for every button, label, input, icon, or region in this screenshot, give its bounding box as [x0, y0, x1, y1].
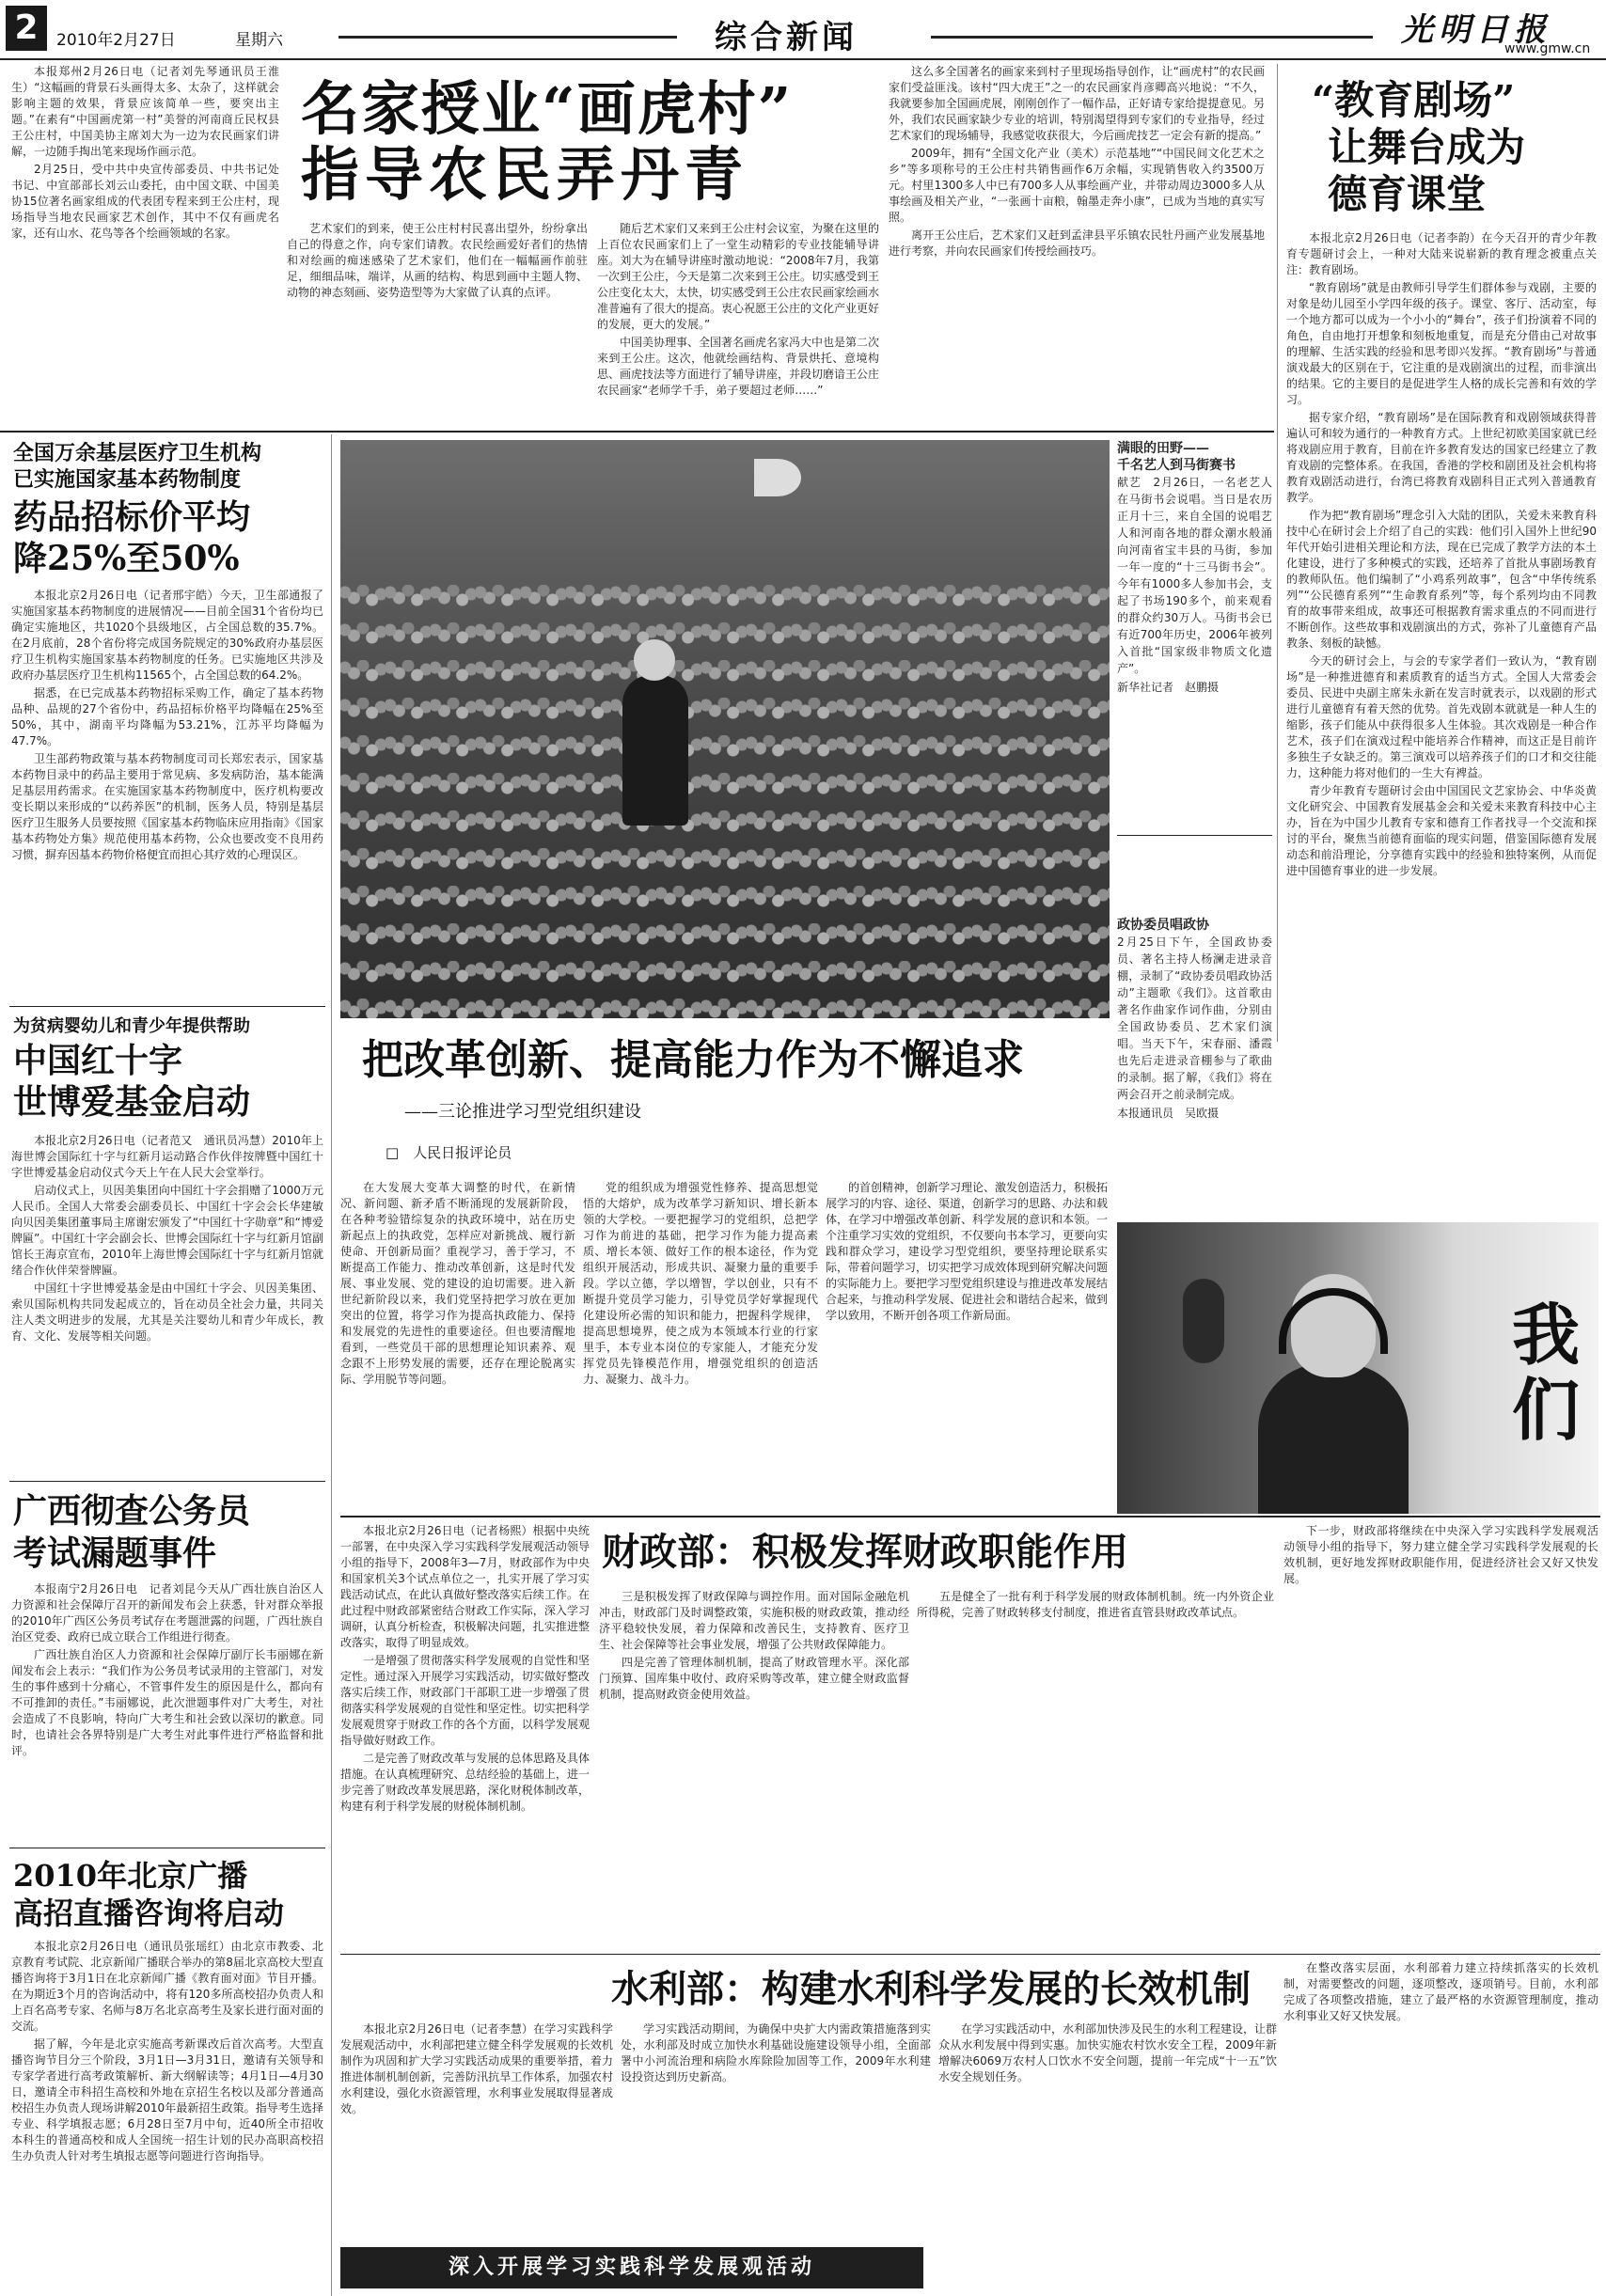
redcross-headline-1: 中国红十字: [13, 1041, 183, 1080]
masthead: [0, 0, 1606, 56]
column-divider: [1277, 64, 1278, 1042]
lead-paragraph: 2月25日，受中共中央宣传部委员、中共书记处书记、中宣部部长刘云山委托，由中国文联、中国美协15位著名画家组成的代表团专程来到王公庄村，现场指导当地农民画家艺术创作，其中不仅有画虎名家，还有山水、花鸟等各个绘画领域的名家。: [11, 163, 279, 240]
lead-col-1b: [287, 221, 588, 423]
edu-paragraph: 作为把“教育剧场”理念引入大陆的团队，关爱未来教育科技中心在研讨会上介绍了自己的实践：他们引入国外上世纪90年代开始引进相关理论和方法，现在已完成了教学方法的本土化建设，进行了多种模式的实践，还培养了首批从事剧场教育的教师队伍。他们编制了“小鸡系列故事”，包含“中华传统系列”“公民德育系列”“生命教育系列”等，每个系列均由不同教育的故事带来组成，故事还可根据教育需求重点的不同而进行不断创作。这些故事和戏剧演出的方式，弥补了儿童德育产品教条、刻板的缺憾。: [1286, 509, 1597, 650]
section-divider: [9, 1481, 325, 1482]
section-title: 综合新闻: [715, 19, 858, 56]
drug-paragraph: 本报北京2月26日电（记者邢宇皓）今天，卫生部通报了实施国家基本药物制度的进展情况——目前全国31个省份均已确定实施地区，共1020个县级地区，占全国总数的35.7%。在2月底前，28个省份将完成国务院规定的30%政府办基层医疗卫生机构实施国家基本药物制度的任务。已实施地区共涉及政府办基层医疗卫生机构11565个，占全国总数的64.2%。: [11, 589, 323, 682]
drug-body: [11, 588, 323, 992]
edu-paragraph: 今天的研讨会上，与会的专家学者们一致认为，“教育剧场”是一种推进德育和素质教育的适当方式。全国人大常委会委员、民进中央副主席朱永新在发言时就表示，以戏剧的形式进行儿童德育有着天然的优势。首先戏剧本就就是一种人生的缩影，孩子们能从中获得很多人生体验。其次戏剧是一种合作艺术，孩子们在演戏过程中能培养合作精神，而这正是目前许多独生子女缺乏的。第三演戏可以培养孩子们的口才和交往能力，这种能力将对他们的一生大有裨益。: [1286, 654, 1597, 779]
lead-paragraph: 本报郑州2月26日电（记者刘先琴通讯员王淮生）“这幅画的背景石头画得太多、太杂了，这样就会影响主题的效果，背景应该简单一些，要突出主题。”在素有“中国画虎第一村”美誉的河南商丘民权县王公庄村，中国美协主席刘大为一边为农民画家们讲解，一边随手掏出笔来现场作画示范。: [11, 65, 279, 158]
mof-col-2: [599, 1589, 909, 1946]
guangxi-headline-1: 广西彻查公务员: [13, 1491, 251, 1531]
mof-paragraph: 二是完善了财政改革与发展的总体思路及具体措施。在认真梳理研究、总结经验的基础上，进一步完善了财政改革发展思路，深化财税体制改革，构建有利于科学发展的财税体制机制。: [340, 1752, 590, 1813]
section-divider: [9, 1006, 325, 1007]
lead-headline-line1: 名家授业“画虎村”: [301, 74, 794, 143]
photo1-caption-subtitle: 千名艺人到马街赛书: [1117, 458, 1236, 473]
paper-url: www.gmw.cn: [1504, 41, 1591, 56]
commentary-paragraph: 的首创精神，创新学习理论、激发创造活力，积极拓展学习的内容、途径、渠道，创新学习的思路、办法和载体，在学习中增强改革创新、科学发展的意识和本领。一个注重学习实效的党组织，不仅要向书本学习，更要向实践和群众学习，建设学习型党组织，要坚持理论联系实际，带着问题学习，切实把学习成效体现到研究解决问题的实际能力上。要把学习型党组织建设与推进改革发展结合起来，与推动科学发展、促进社会和谐结合起来，做到学以致用，不断开创各项工作新局面。: [826, 1181, 1108, 1322]
redcross-kicker: 为贫病婴幼儿和青少年提供帮助: [13, 1016, 250, 1036]
edu-headline-line2: 让舞台成为: [1328, 124, 1526, 170]
lead-headline-line2: 指导农民弄丹青: [301, 140, 749, 209]
mof-col-1: [340, 1523, 590, 1946]
commentary-headline: 把改革创新、提高能力作为不懈追求: [362, 1036, 1024, 1084]
photo2-credit: 本报通讯员 吴欧摄: [1117, 1107, 1220, 1120]
singer-figure: [1258, 1363, 1409, 1514]
redcross-headline-2: 世博爱基金启动: [13, 1082, 251, 1122]
beijing-paragraph: 据了解，今年是北京实施高考新课改后首次高考。大型直播咨询节目分三个阶段，3月1日—3月31日，邀请有关领导和专家学者进行高考政策解析、新大纲解读等；4月1日—4月30日，邀请全市科招生高校和外地在京招生名校以及部分普通高校招生办负责人现场讲解2010年最新招生政策。指导考生选择专业、科学填报志愿；6月28日至7月中旬，近40所全市招收本科生的普通高校和成人全国统一招生计划的民办高职高校招生办负责人针对考生填报志愿等问题进行咨询指导。: [11, 2037, 323, 2162]
section-divider: [0, 431, 1274, 432]
beijing-headline-2: 高招直播咨询将启动: [13, 1895, 285, 1931]
page-number: 2: [6, 6, 47, 51]
edu-paragraph: 据专家介绍，“教育剧场”是在国际教育和戏剧领域获得普遍认可和较为通行的一种教育方式。上世纪初欧美国家就已经将戏剧应用于教育，目前在许多教育发达的国家已经建立了教育戏剧的完整体系。在我国，香港的学校和剧团及社会机构将教育戏剧活动进行，台湾已将教育戏剧科目正式列入普通教育教学。: [1286, 411, 1597, 504]
guangxi-body: [11, 1581, 323, 1835]
photo1-credit: 新华社记者 赵鹏摄: [1117, 681, 1220, 694]
photo1-caption: [1117, 440, 1272, 826]
lead-paragraph: 随后艺术家们又来到王公庄村会议室，为聚在这里的上百位农民画家们上了一堂生动精彩的专业技能辅导讲座。刘大为在辅导讲座时激动地说：“2008年7月，我第一次到王公庄，今天是第二次来到王公庄。切实感受到王公庄变化太大，太快，切实感受到王公庄农民画家绘画水准普遍有了很大的提高。衷心祝愿王公庄的文化产业更好的发展，更大的发展。”: [597, 222, 879, 331]
edu-body: [1286, 230, 1597, 1222]
drug-headline-2: 降25%至50%: [13, 539, 240, 578]
recording-studio-photo: [1117, 1222, 1598, 1514]
mwr-col-2: [621, 2021, 931, 2238]
mof-paragraph: 四是完善了管理体制机制，提高了财政管理水平。深化部门预算、国库集中收付、政府采购等改革，建立健全财政监督机制，提高财政资金使用效益。: [599, 1656, 909, 1701]
commentary-col-2: [583, 1180, 818, 1504]
beijing-paragraph: 本报北京2月26日电（通讯员张瑶红）由北京市教委、北京教育考试院、北京新闻广播联合举办的第8届北京高校大型直播咨询将于3月1日在北京新闻广播《教育面对面》节目开播。在为期近3个月的咨询活动中，将有120多所高校招办负责人和上百名高考专家、名师与8万名北京高考生及家长进行面对面的交流。: [11, 1940, 323, 2033]
mof-paragraph: 一是增强了贯彻落实科学发展观的自觉性和坚定性。通过深入开展学习实践活动，切实做好整改落实后续工作，财政部门干部职工进一步增强了贯彻落实科学发展观的自觉性和坚定性。切实把科学发展观贯穿于财政工作的各个方面，以科学发展观指导做好财政工作。: [340, 1654, 590, 1747]
photo2-caption-text: 2月25日下午，全国政协委员、著名主持人杨澜走进录音棚，录制了“政协委员唱政协活动”主题歌《我们》。这首歌由著名作曲家作词作曲，分别由全国政协委员、艺术家们演唱。当天下午，宋春丽、潘霞也先后走进录音棚参与了歌曲的录制。据了解，《我们》将在两会召开之前录制完成。: [1117, 936, 1272, 1101]
storytelling-fair-photo: [340, 440, 1110, 1018]
paper-logo: 光明日报: [1401, 11, 1551, 49]
masthead-rule: [0, 58, 1606, 60]
loudspeaker: [754, 459, 801, 496]
edu-paragraph: 青少年教育专题研讨会由中国国民文艺家协会、中华炎黄文化研究会、中国教育发展基金会和关爱未来教育科技中心主办，旨在为中国少儿教育专家和德育工作者找寻一个交流和探讨的平台，聚焦当前德育面临的现实问题，借鉴国际德育发展动态和前沿理论，分享德育实践中的经验和独特案例，从而促进中国德育事业的进一步发展。: [1286, 784, 1597, 877]
mof-col-3: [917, 1589, 1274, 1946]
commentary-col-1: [340, 1180, 575, 1504]
beijing-body: [11, 1939, 323, 2288]
crowd-texture: [340, 585, 1110, 1018]
section-divider: [340, 1516, 1600, 1518]
campaign-banner: 深入开展学习实践科学发展观活动: [340, 2247, 923, 2288]
drug-paragraph: 据悉，在已完成基本药物招标采购工作，确定了基本药物品种、品规的27个省份中，药品招标价格平均降幅在25%至50%，其中，湖南平均降幅为53.21%，江苏平均降幅为47.7%。: [11, 686, 323, 747]
photo1-caption-text: 献艺 2月26日，一名老艺人在马街书会说唱。当日是农历正月十三，来自全国的说唱艺人和河南各地的群众潮水般涌向河南省宝丰县的马街，参加一年一度的“十三马街书会”。今年有1000多人参加书会，支起了书场190多个，前来观看的群众约30万人。马街书会已有近700年历史，2006年被列入首批“国家级非物质文化遗产”。: [1117, 476, 1272, 675]
mof-paragraph: 本报北京2月26日电（记者杨熙）根据中央统一部署，在中央深入学习实践科学发展观活动领导小组的指导下，2008年3—7月，财政部作为中央和国家机关3个试点单位之一，扎实开展了学习实践活动试点，在此认真做好整改落实后续工作。在此过程中财政部紧密结合财政工作实际，深入学习调研，认真分析检查，积极解决问题，扎实推进整改落实，取得了明显成效。: [340, 1524, 590, 1649]
mof-paragraph: 五是健全了一批有利于科学发展的财政体制机制。统一内外资企业所得税，完善了财政转移支付制度，推进省直管县财政改革试点。: [917, 1590, 1274, 1619]
mwr-col-4: [1283, 1960, 1598, 2289]
mof-col-4: [1283, 1523, 1598, 1946]
edu-headline-line1: “教育剧场”: [1312, 77, 1516, 123]
mwr-paragraph: 学习实践活动期间，为确保中央扩大内需政策措施落到实处，水利部及时成立加快水利基础设施建设领导小组，全面部署中小河流治理和病险水库除险加固等工作，2009年水利建设投资达到历史新高。: [621, 2022, 931, 2084]
mwr-paragraph: 在整改落实层面，水利部着力建立持续抓落实的长效机制，对需要整改的问题，逐项整改，逐项销号。目前，水利部完成了各项整改措施，建立了最严格的水资源管理制度，推动水利事业又好又快发展。: [1283, 1961, 1598, 2022]
commentary-subhead: ——三论推进学习型党组织建设: [404, 1102, 641, 1122]
drug-kicker-1: 全国万余基层医疗卫生机构: [13, 441, 262, 465]
edu-paragraph: “教育剧场”就是由教师引导学生们群体参与戏剧，主要的对象是幼儿园至小学四年级的孩子。课堂、客厅、活动室，每一个地方都可以成为一个小小的“舞台”，孩子们扮演着不同的角色，自由地打开想象和刻板地重复，而是充分借由己对故事的理解、生活实践的经验和思考即兴发挥。“教育剧场”与普通演戏最大的区别在于，它注重的是戏剧演出的过程，而非演出的结果。它的主要目的是促进学生人格的成长完善和有效的学习。: [1286, 281, 1597, 406]
lead-paragraph: 这么多全国著名的画家来到村子里现场指导创作，让“画虎村”的农民画家们受益匪浅。该村“四大虎王”之一的农民画家肖彦卿高兴地说：“不久，我就要参加全国画虎展，刚刚创作了一幅作品，正好请专家给提提意见。另外，我们农民画家缺少专业的培训，特别渴望得到专家们的专业指导，经过艺术家们的现场辅导，我感觉收获很大，今后画虎技艺一定会有新的提高。”: [889, 65, 1265, 142]
drug-paragraph: 卫生部药物政策与基本药物制度司司长郑宏表示，国家基本药物目录中的药品主要用于常见病、多发病防治，基本能满足基层用药需求。在实施国家基本药物制度中，医疗机构要改变长期以来形成的“以药养医”的机制，医务人员，特别是基层医疗卫生服务人员要按照《国家基本药物临床应用指南》《国家基本药物处方集》规范使用基本药物，公众也要改变不良用药习惯，摒弃因基本药物价格便宜而担心其疗效的心理误区。: [11, 752, 323, 861]
lead-col-3: [889, 64, 1265, 426]
edu-paragraph: 本报北京2月26日电（记者李韵）在今天召开的青少年教育专题研讨会上，一种对大陆来说崭新的教育理念被重点关注：教育剧场。: [1286, 231, 1597, 276]
commentary-paragraph: 党的组织成为增强党性修养、提高思想觉悟的大熔炉，成为改革学习新知识、增长新本领的大学校。一要把握学习的党组织，总把学习作为前进的基础，把学习作为能力提高素质、增长本领、做好工作的根本途径，作为党组织开展活动，形成共识、凝聚力量的重要手段。学以立德，学以增智，学以创业，只有不断提升党员学习能力，引导党员学好掌握现代化建设所必需的知识和能力，把握科学规律，提高思想境界，使之成为本领域本行业的行家里手，本专业本岗位的专家能人，才能充分发挥党员先锋模范作用，增强党组织的创造活力、凝聚力、战斗力。: [583, 1181, 818, 1386]
mwr-col-3: [938, 2021, 1277, 2289]
edu-headline-line3: 德育课堂: [1328, 171, 1487, 217]
mwr-paragraph: 在学习实践活动中，水利部加快涉及民生的水利工程建设，让群众从水利发展中得到实惠。加快实施农村饮水安全工程，2009年新增解决6069万农村人口饮水不安全问题，提前一年完成“十一五”饮水安全规划任务。: [938, 2022, 1277, 2084]
lead-paragraph: 艺术家们的到来，使王公庄村村民喜出望外，纷纷拿出自己的得意之作，向专家们请教。农民绘画爱好者们的热情和对绘画的痴迷感染了艺术家们，他们在一幅幅画作前驻足，细细品味，端详，从画的结构、构思到画中主题人物、动物的神态刻画、姿势造型等为大家做了认真的点评。: [287, 222, 588, 299]
issue-date: 2010年2月27日: [56, 31, 176, 50]
drug-headline-1: 药品招标价平均: [13, 497, 251, 537]
mwr-col-1: [340, 2021, 613, 2238]
lead-paragraph: 2009年，拥有“全国文化产业（美术）示范基地”“中国民间文化艺术之乡”等多项称号的王公庄村共销售画作6万余幅，实现销售收入约3500万元。村里1300多人中已有700多人从事绘画产业，并带动周边3000多人从事绘画及相关产业，“一张画十亩粮，翰墨走奔小康”，已成为当地的真实写照。: [889, 147, 1265, 224]
performer-figure: [622, 675, 688, 826]
section-rule-left: [339, 36, 677, 39]
guangxi-paragraph: 本报南宁2月26日电 记者刘昆今天从广西壮族自治区人力资源和社会保障厅召开的新闻发布会上获悉，针对群众举报的2010年广西区公务员考试存在考题泄露的问题，广西壮族自治区党委、政府已成立联合工作组进行彻查。: [11, 1582, 323, 1643]
issue-weekday: 星期六: [235, 31, 283, 50]
commentary-paragraph: 在大发展大变革大调整的时代，在新情况、新问题、新矛盾不断涌现的发展新阶段，在各种考验错综复杂的执政环境中，站在历史新起点上的执政党，怎样应对新挑战、履行新使命、开创新局面？重视学习，善于学习，不断提高工作能力、推动改革创新，这是时代发展、事业发展、党的建设的迫切需要。进入新世纪新阶段以来，我们党坚持把学习放在更加突出的位置，将学习作为提高执政能力、保持和发展党的先进性的重要途径。但也要清醒地看到，一些党员干部的思想理论知识素养、观念跟不上形势发展的需要，还存在理论脱离实际、学用脱节等问题。: [340, 1181, 575, 1386]
photo1-caption-title: 满眼的田野——: [1117, 441, 1209, 456]
mof-paragraph: 三是积极发挥了财政保障与调控作用。面对国际金融危机冲击，财政部门及时调整政策，实施积极的财政政策，推动经济平稳较快发展，着力保障和改善民生，支持教育、医疗卫生、社会保障等社会事业发展，增强了公共财政保障能力。: [599, 1590, 909, 1651]
redcross-paragraph: 本报北京2月26日电（记者范又 通讯员冯慧）2010年上海世博会国际红十字与红新月运动路合作伙伴按牌暨中国红十字世博爱基金启动仪式今天上午在人民大会堂举行。: [11, 1134, 323, 1179]
photo2-caption-title: 政协委员唱政协: [1117, 918, 1209, 933]
poster-glyph: 我 们: [1512, 1295, 1581, 1450]
section-rule-right: [931, 36, 1373, 39]
microphone-icon: [1183, 1279, 1224, 1363]
mwr-headline: 水利部：构建水利科学发展的长效机制: [611, 1967, 1251, 2011]
lead-paragraph: 中国美协理事、全国著名画虎名家冯大中也是第二次来到王公庄。这次，他就绘画结构、背景烘托、意境构思、画虎技法等方面进行了辅导讲座，并段切磨谙王公庄农民画家“老师学千手，弟子要超过老师……”: [597, 336, 879, 397]
beijing-headline-1: 2010年北京广播: [13, 1858, 248, 1894]
guangxi-paragraph: 广西壮族自治区人力资源和社会保障厅副厅长韦丽娜在新闻发布会上表示：“我们作为公务员考试录用的主管部门，对发生的事件感到十分痛心，不管事件发生的原因是什么，都向有不可推卸的责任。”韦丽娜说，此次泄题事件对广大考生，对社会造成了不良影响，特向广大考生和社会致以深切的歉意。同时，也请社会各界特别是广大考生对此事件进行严格监督和批评。: [11, 1648, 323, 1757]
lead-paragraph: 离开王公庄后，艺术家们又赶到孟津县平乐镇农民牡丹画产业发展基地进行考察，并向农民画家们传授绘画技巧。: [889, 228, 1265, 258]
redcross-paragraph: 启动仪式上，贝因美集团向中国红十字会捐赠了1000万元人民币。全国人大常委会副委员长、中国红十字会会长华建敏向贝因美集团董事局主席谢宏颁发了“中国红十字勋章”和“博爱牌匾”。中国红十字会副会长、世博会国际红十字与红新月馆副馆长王海京宣布，2010年上海世博会国际红十字与红新月馆就绪合作伙伴荣誉牌匾。: [11, 1184, 323, 1277]
caption-divider: [1117, 835, 1272, 836]
mof-paragraph: 下一步，财政部将继续在中央深入学习实践科学发展观活动领导小组的指导下，努力建立健全学习实践科学发展观的长效机制，更好地发挥财政职能作用，促进经济社会又好又快发展。: [1283, 1524, 1598, 1585]
redcross-paragraph: 中国红十字世博爱基金是由中国红十字会、贝因美集团、索贝国际机构共同发起成立的，旨在动员全社会力量，共同关注人类文明进步的发展，尤其是关注婴幼儿和青少年成长，教育、文化、发展等相关问题。: [11, 1282, 323, 1343]
performer-head: [634, 639, 675, 681]
lead-col-1a: [11, 64, 279, 426]
photo2-caption: [1117, 917, 1272, 1199]
commentary-byline: □ 人民日报评论员: [386, 1144, 512, 1161]
commentary-col-3: [826, 1180, 1108, 1504]
section-divider: [340, 1954, 1600, 1955]
drug-kicker-2: 已实施国家基本药物制度: [13, 467, 242, 492]
lead-col-2: [597, 221, 879, 423]
guangxi-headline-2: 考试漏题事件: [13, 1533, 217, 1573]
column-divider: [331, 434, 332, 2296]
mof-headline: 财政部：积极发挥财政职能作用: [602, 1530, 1128, 1574]
redcross-body: [11, 1133, 323, 1453]
mwr-paragraph: 本报北京2月26日电（记者李慧）在学习实践科学发展观活动中，水利部把建立健全科学发展观的长效机制作为巩固和扩大学习实践活动成果的重要举措，着力推进体制机制创新，完善防汛抗旱工作体系，加强农村水利建设，强化水资源管理，水利事业发展取得显著成效。: [340, 2022, 613, 2115]
